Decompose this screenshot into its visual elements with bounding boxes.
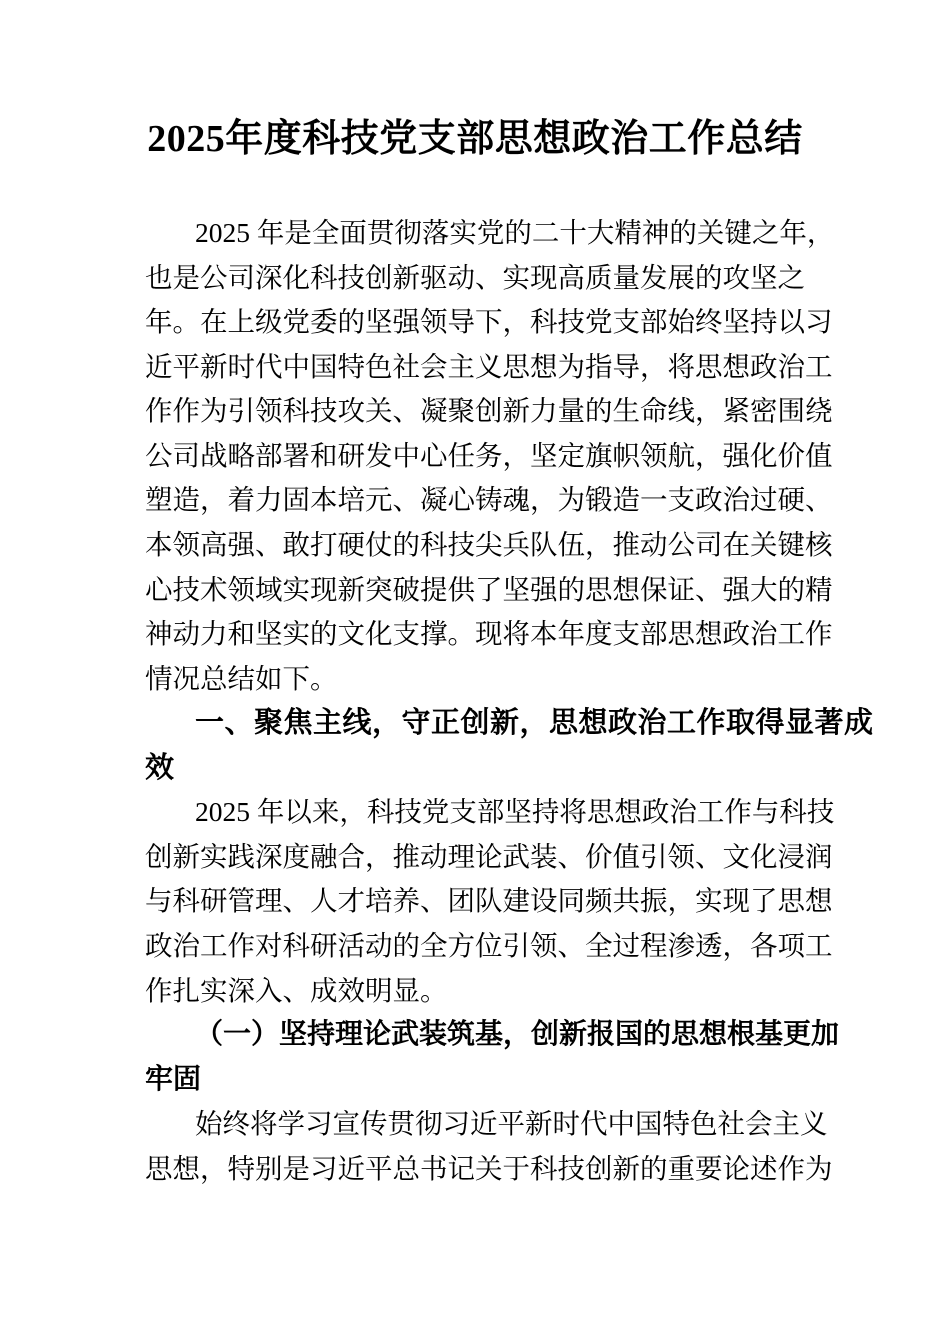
text-line: 神动力和坚实的文化支撑。现将本年度支部思想政治工作 bbox=[145, 618, 833, 650]
text-line: 塑造，着力固本培元、凝心铸魂，为锻造一支政治过硬、 bbox=[145, 484, 833, 516]
body-paragraph bbox=[145, 1102, 833, 1191]
body-paragraph bbox=[145, 790, 835, 1013]
text-line: 本领高强、敢打硬仗的科技尖兵队伍，推动公司在关键核 bbox=[145, 528, 833, 560]
text-line: 一、聚焦主线，守正创新，思想政治工作取得显著成 bbox=[195, 707, 874, 740]
text-line: 情况总结如下。 bbox=[145, 662, 338, 694]
text-line: 政治工作对科研活动的全方位引领、全过程渗透，各项工 bbox=[145, 930, 833, 961]
text-line: 也是公司深化科技创新驱动、实现高质量发展的攻坚之 bbox=[145, 261, 805, 293]
text-line: 心技术领域实现新突破提供了坚强的思想保证、强大的精 bbox=[145, 573, 833, 605]
document-body bbox=[145, 211, 874, 1191]
heading1 bbox=[145, 701, 874, 790]
text-line: 牢固 bbox=[145, 1063, 202, 1095]
text-line: 2025 年是全面贯彻落实党的二十大精神的关键之年， bbox=[195, 217, 835, 248]
body-paragraph bbox=[145, 211, 835, 701]
text-line: 始终将学习宣传贯彻习近平新时代中国特色社会主义 bbox=[195, 1108, 828, 1140]
document-title: 2025年度科技党支部思想政治工作总结 bbox=[147, 118, 803, 160]
text-line: （一）坚持理论武装筑基，创新报国的思想根基更加 bbox=[195, 1019, 840, 1051]
text-line: 与科研管理、人才培养、团队建设同频共振，实现了思想 bbox=[145, 885, 833, 917]
heading2 bbox=[145, 1013, 840, 1102]
text-line: 公司战略部署和研发中心任务，坚定旗帜领航，强化价值 bbox=[145, 439, 833, 471]
text-line: 作扎实深入、成效明显。 bbox=[145, 974, 448, 1006]
text-line: 年。在上级党委的坚强领导下，科技党支部始终坚持以习 bbox=[145, 306, 833, 338]
text-line: 近平新时代中国特色社会主义思想为指导，将思想政治工 bbox=[145, 350, 833, 382]
text-line: 2025 年以来，科技党支部坚持将思想政治工作与科技 bbox=[195, 796, 835, 828]
text-line: 创新实践深度融合，推动理论武装、价值引领、文化浸润 bbox=[145, 840, 833, 872]
text-line: 思想，特别是习近平总书记关于科技创新的重要论述作为 bbox=[145, 1152, 833, 1184]
text-line: 效 bbox=[145, 751, 175, 784]
text-line: 作作为引领科技攻关、凝聚创新力量的生命线，紧密围绕 bbox=[145, 395, 833, 427]
